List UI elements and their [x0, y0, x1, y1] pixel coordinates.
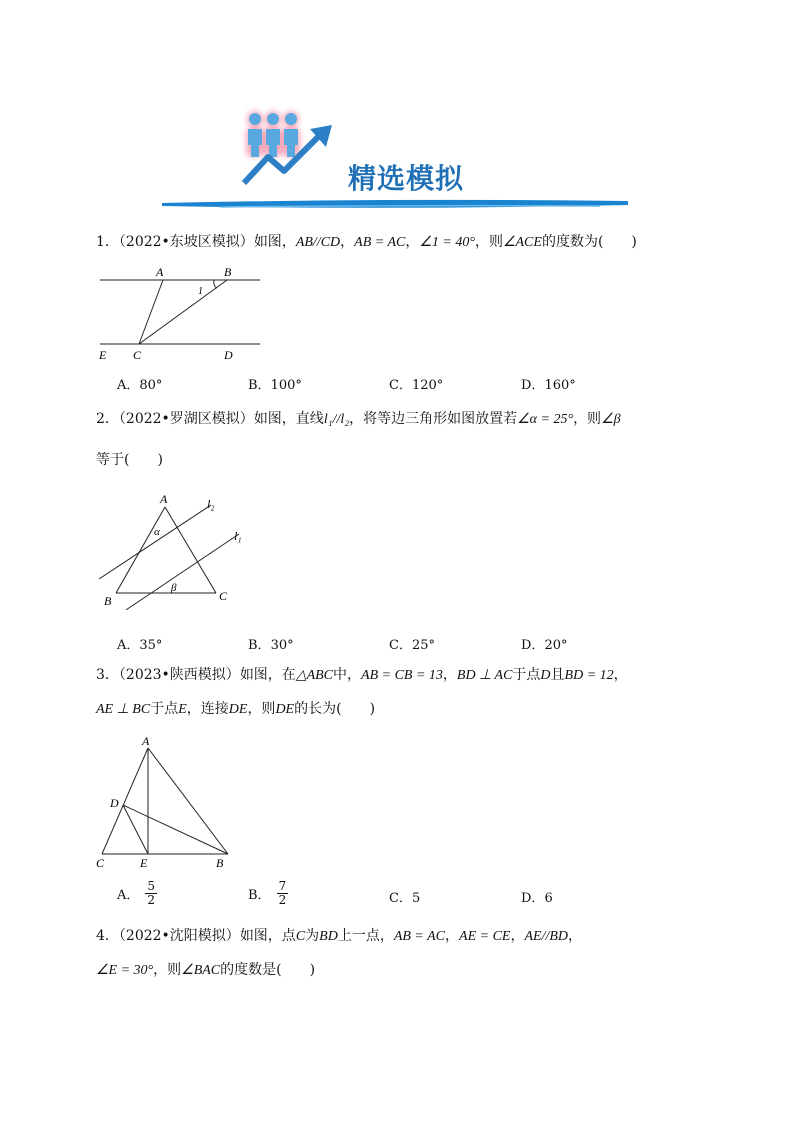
stem-text: ，则 [573, 411, 602, 427]
stem-text: ，连接 [186, 701, 229, 717]
section-title: 精选模拟 [348, 162, 465, 195]
stem-math: AE = CE [459, 929, 511, 944]
option: C．25° [389, 638, 435, 653]
option: D．6 [521, 891, 553, 906]
stem-math: △ABC [295, 668, 334, 683]
question-1 [96, 232, 637, 253]
figure-q3 [92, 734, 242, 870]
stem-math: D [540, 668, 551, 683]
label-A: A [160, 492, 168, 506]
stem-text: ，将等边三角形如图放置若 [349, 411, 518, 427]
stem-math: AB = AC [393, 929, 446, 944]
stem-text: 为 [305, 928, 320, 944]
label-E: E [99, 348, 107, 362]
label-A: A [156, 265, 164, 279]
stem-math: ∠ACE [502, 235, 542, 250]
title-underline-bar [160, 197, 630, 211]
stem-text: 如图，在 [239, 667, 296, 683]
question-number: 4． [96, 928, 119, 944]
stem-math: ∠β [601, 412, 621, 427]
label-D: D [110, 796, 119, 810]
question-3 [96, 665, 628, 686]
stem-text: 的度数是( ) [220, 962, 316, 978]
stem-text: ，则 [474, 234, 503, 250]
stem-math: AE//BD [524, 929, 569, 944]
question-number: 2． [96, 411, 119, 427]
stem-text: 且 [550, 667, 565, 683]
stem-math: C [295, 929, 306, 944]
stem-math: DE [275, 702, 295, 717]
stem-text: ，则 [153, 962, 182, 978]
stem-math: AB = AC [354, 235, 406, 250]
stem-text: ， [442, 667, 457, 683]
label-beta: β [171, 582, 177, 594]
question-number: 3． [96, 667, 119, 683]
people-growth-icon [240, 105, 340, 190]
label-C: C [96, 856, 105, 870]
option: B． $\frac{7}{2}$ [248, 879, 287, 907]
label-B: B [104, 594, 112, 608]
question-source: （2022•罗湖区模拟） [118, 411, 254, 427]
stem-text: 如图，点 [239, 928, 296, 944]
label-C: C [133, 348, 142, 362]
stem-text: 如图， [253, 234, 296, 250]
stem-math: l₁//l₂ [323, 412, 350, 427]
label-angle-1: 1 [198, 286, 203, 297]
label-E: E [140, 856, 148, 870]
label-l1: l₁ [234, 529, 242, 543]
label-A: A [142, 734, 150, 748]
option: D．20° [521, 638, 568, 653]
question-source: （2023•陕西模拟） [118, 667, 240, 683]
stem-math: BD [319, 929, 338, 944]
stem-math: ∠1 = 40° [419, 235, 475, 250]
option: B．100° [248, 378, 302, 393]
label-alpha: α [154, 526, 160, 538]
option: A．35° [117, 638, 163, 653]
stem-text: ， [613, 667, 628, 683]
label-D: D [224, 348, 233, 362]
question-source: （2022•沈阳模拟） [118, 928, 240, 944]
question-3-line2 [96, 699, 375, 720]
stem-math: BD = 12 [564, 668, 614, 683]
stem-math: DE [228, 702, 248, 717]
option: C．5 [389, 891, 421, 906]
label-C: C [219, 589, 228, 603]
stem-text: ， [405, 234, 420, 250]
option: B．30° [248, 638, 294, 653]
stem-text: 的长为( ) [294, 701, 376, 717]
option: A．80° [117, 378, 163, 393]
stem-text: 中， [333, 667, 362, 683]
stem-text: ， [340, 234, 355, 250]
question-source: （2022•东坡区模拟） [118, 234, 254, 250]
question-4 [96, 926, 582, 947]
label-B: B [216, 856, 224, 870]
figure-q2 [96, 490, 256, 610]
label-B: B [224, 265, 232, 279]
question-number: 1． [96, 234, 119, 250]
stem-math: ∠α = 25° [517, 412, 574, 427]
question-2-line2: 等于( ) [96, 452, 163, 468]
stem-text: ， [445, 928, 460, 944]
stem-text: ， [568, 928, 583, 944]
stem-math: ∠E = 30° [96, 963, 154, 978]
stem-math: AE ⊥ BC [96, 702, 151, 717]
option: D．160° [521, 378, 576, 393]
stem-math: BD ⊥ AC [456, 668, 513, 683]
stem-math: ∠BAC [181, 963, 221, 978]
figure-q1 [96, 262, 266, 362]
question-2 [96, 409, 621, 430]
option: A． $\frac{5}{2}$ [117, 879, 156, 907]
stem-text: ， [510, 928, 525, 944]
stem-text: 于点 [512, 667, 541, 683]
stem-text: 于点 [150, 701, 179, 717]
stem-text: ，则 [247, 701, 276, 717]
option: C．120° [389, 378, 444, 393]
header-banner [160, 105, 630, 215]
label-l2: l₂ [207, 497, 215, 511]
stem-math: AB//CD [295, 235, 341, 250]
stem-text: 上一点， [337, 928, 394, 944]
stem-text: 的度数为( ) [541, 234, 637, 250]
stem-text: 如图，直线 [253, 411, 324, 427]
question-4-line2 [96, 960, 315, 981]
stem-math: AB = CB = 13 [361, 668, 443, 683]
stem-math: E [178, 702, 187, 717]
